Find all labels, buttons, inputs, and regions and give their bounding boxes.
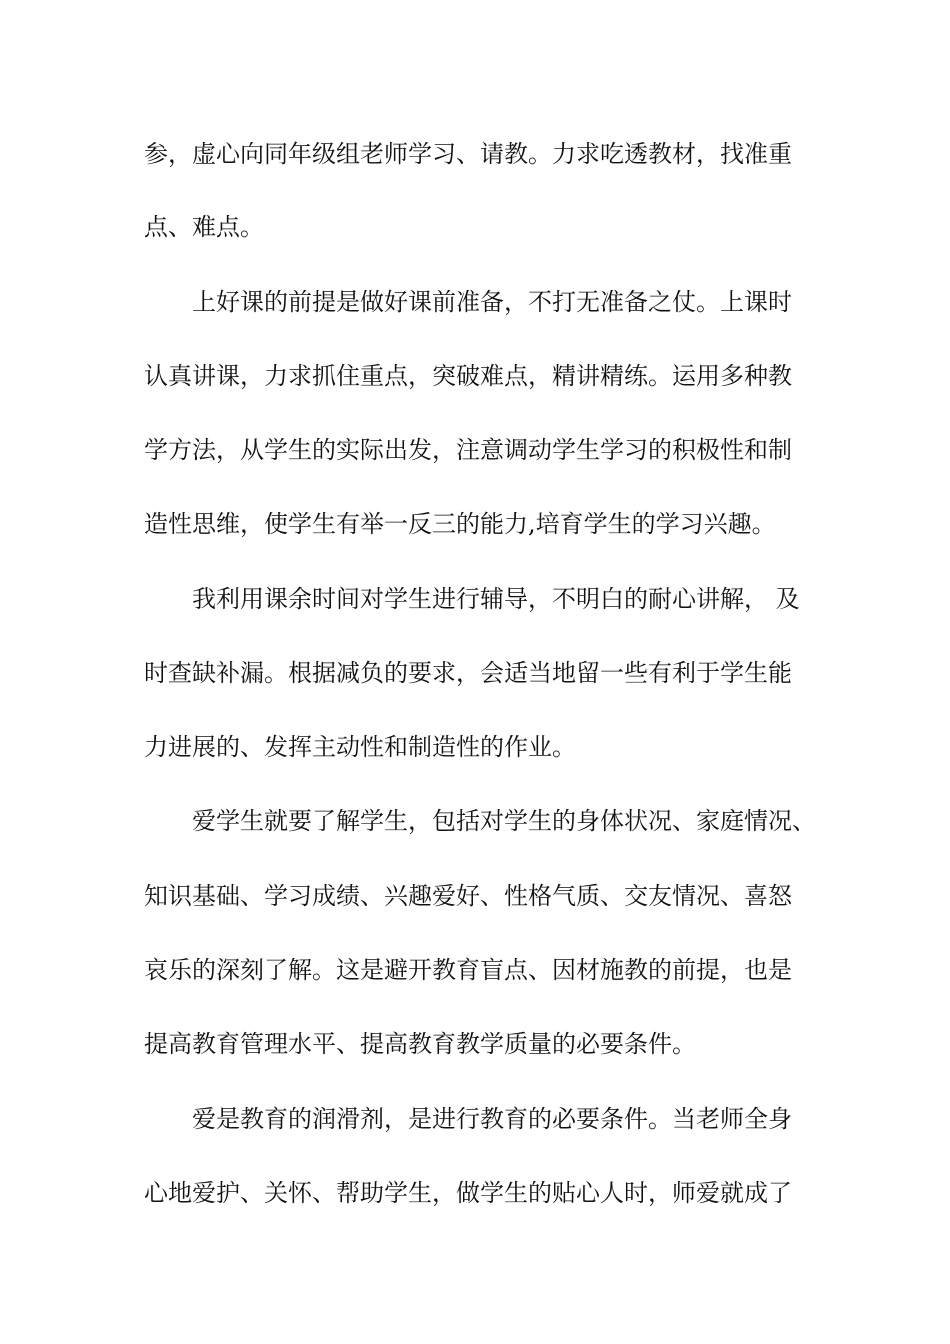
text-line: 哀乐的深刻了解。这是避开教育盲点、因材施教的前提，也是 — [144, 956, 792, 984]
text-line: 知识基础、学习成绩、兴趣爱好、性格气质、交友情况、喜怒 — [144, 882, 792, 910]
paragraph-first-line: 上好课的前提是做好课前准备，不打无准备之仗。上课时 — [192, 288, 792, 316]
text-line: 学方法，从学生的实际出发，注意调动学生学习的积极性和制 — [144, 436, 792, 464]
text-line: 点、难点。 — [144, 213, 264, 241]
text-line: 力进展的、发挥主动性和制造性的作业。 — [144, 733, 576, 761]
paragraph-first-line: 我利用课余时间对学生进行辅导，不明白的耐心讲解， 及 — [192, 585, 800, 613]
paragraph-first-line: 爱学生就要了解学生，包括对学生的身体状况、家庭情况、 — [192, 807, 816, 835]
text-line: 造性思维，使学生有举一反三的能力,培育学生的学习兴趣。 — [144, 510, 776, 538]
text-line: 认真讲课，力求抓住重点，突破难点，精讲精练。运用多种教 — [144, 362, 792, 390]
text-line: 参，虚心向同年级组老师学习、请教。力求吃透教材，找准重 — [144, 140, 792, 168]
text-line: 提高教育管理水平、提高教育教学质量的必要条件。 — [144, 1030, 696, 1058]
text-line: 心地爱护、关怀、帮助学生，做学生的贴心人时，师爱就成了 — [144, 1179, 792, 1207]
paragraph-first-line: 爱是教育的润滑剂，是进行教育的必要条件。当老师全身 — [192, 1105, 792, 1133]
text-line: 时查缺补漏。根据减负的要求，会适当地留一些有利于学生能 — [144, 659, 792, 687]
